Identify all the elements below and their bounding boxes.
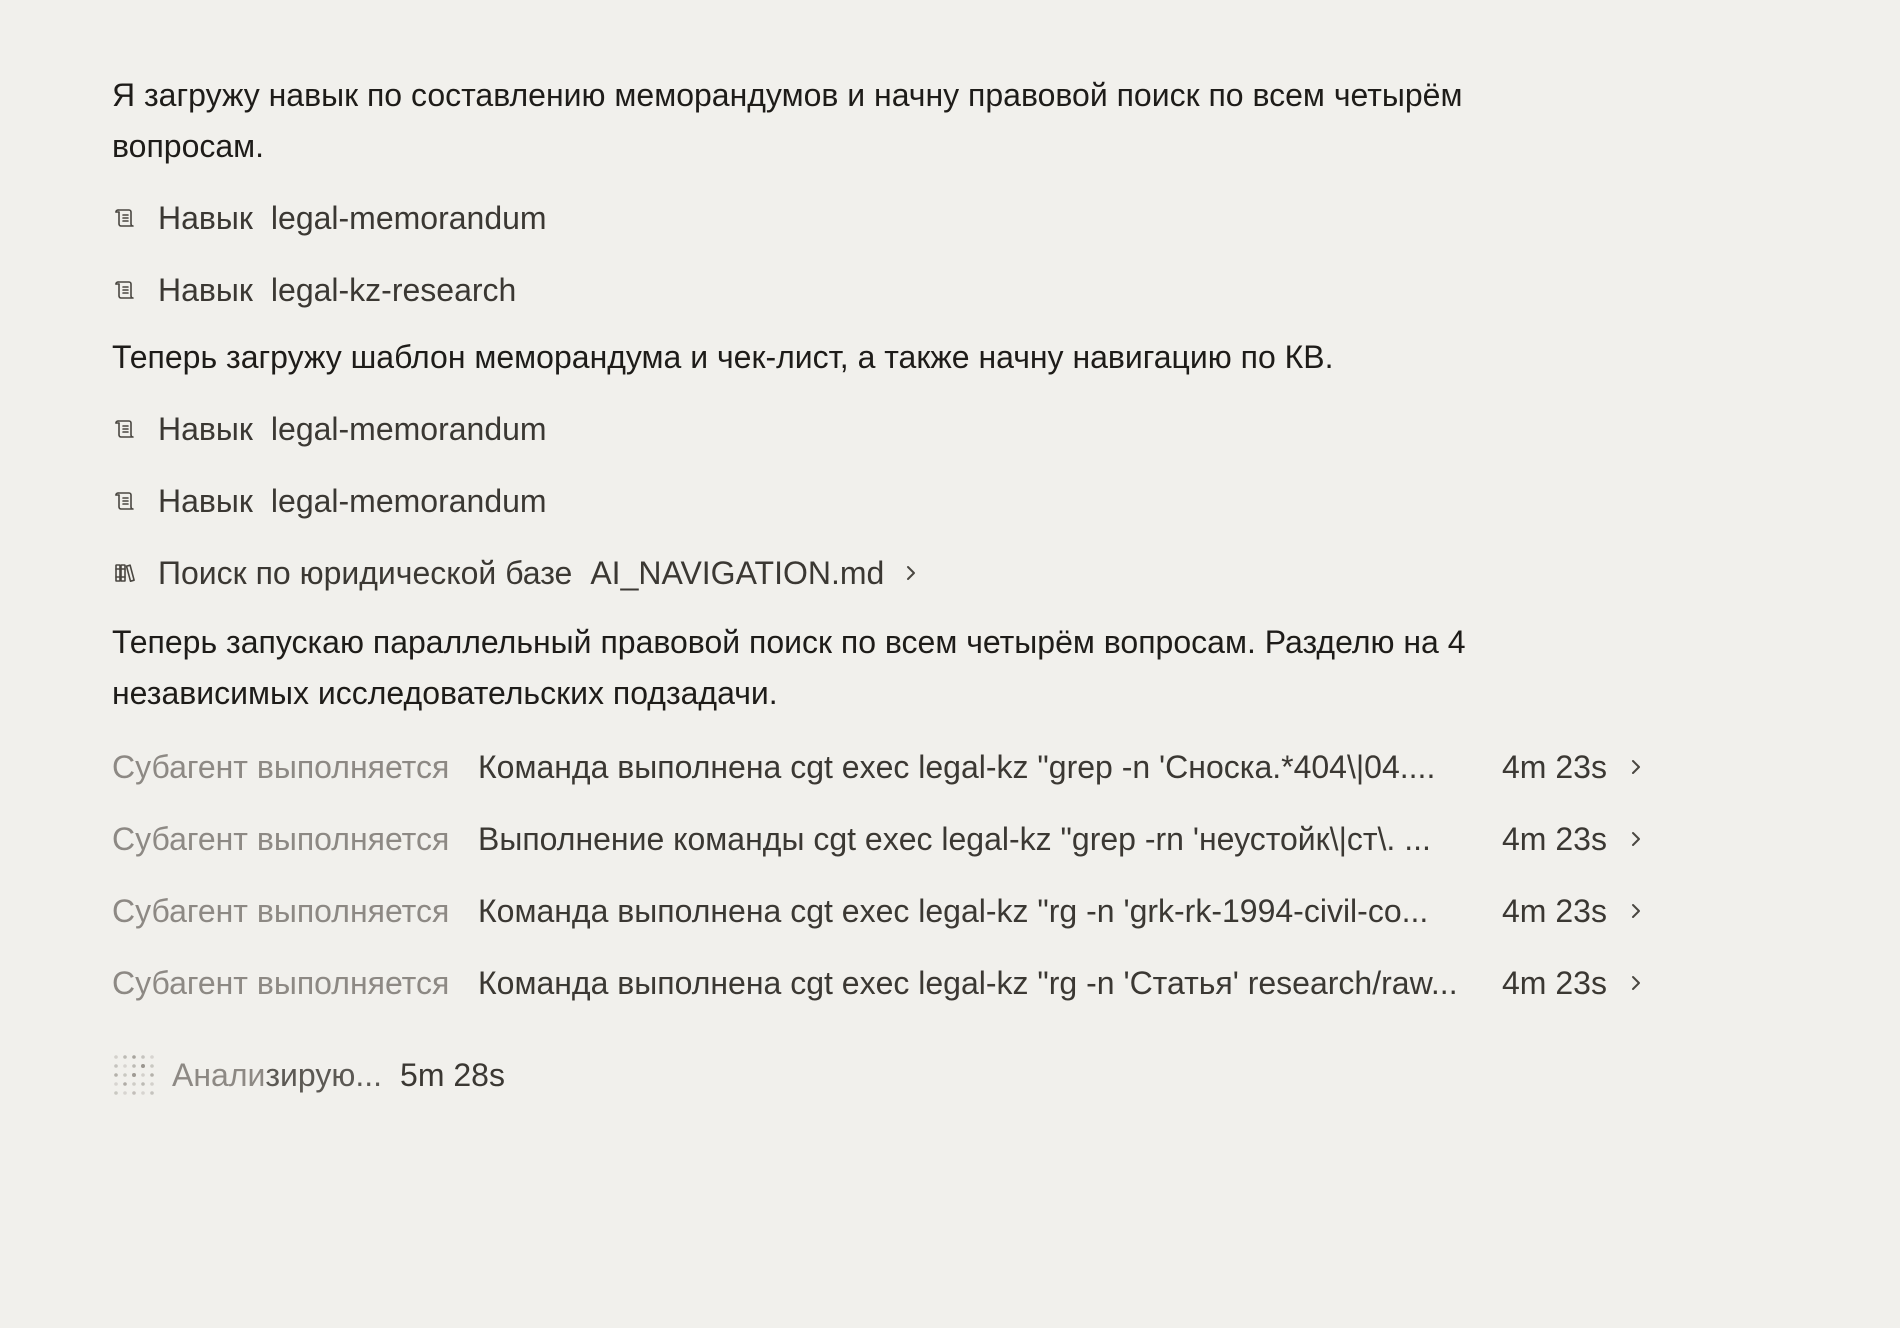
scroll-icon [112,277,138,303]
subagent-status: Субагент выполняется [112,820,450,857]
tool-kind-label: Поиск по юридической базе [158,554,573,591]
books-icon [112,560,138,586]
chevron-right-icon[interactable] [1627,829,1645,849]
chevron-right-icon[interactable] [902,563,920,583]
tool-argument: legal-memorandum [270,410,547,447]
subagent-command: Команда выполнена cgt exec legal-kz "rg -n 'Статья' research/raw... [478,964,1458,1001]
assistant-message: Теперь загружу шаблон меморандума и чек-лист, а также начну навигацию по КВ. [112,339,1334,375]
scroll-icon [112,416,138,442]
tool-argument: legal-kz-research [270,271,517,308]
subagent-elapsed: 4m 23s [1502,964,1607,1001]
tool-call-skill-legal-memorandum[interactable] [112,465,1672,537]
chevron-right-icon[interactable] [1627,901,1645,921]
subagent-command: Выполнение команды cgt exec legal-kz "grep -rn 'неустойк\|ст\. ... [478,820,1431,857]
tool-kind-label: Навык [158,271,253,308]
subagent-command: Команда выполнена cgt exec legal-kz "rg -n 'grk-rk-1994-civil-co... [478,892,1429,929]
subagent-elapsed: 4m 23s [1502,820,1607,857]
assistant-message: Я загружу навык по составлению меморандумов и начну правовой поиск по всем четырём вопросам. [112,77,1463,164]
tool-argument: legal-memorandum [270,482,547,519]
subagent-elapsed: 4m 23s [1502,748,1607,785]
chevron-right-icon[interactable] [1627,757,1645,777]
subagent-elapsed: 4m 23s [1502,892,1607,929]
subagent-command: Команда выполнена cgt exec legal-kz "grep -n 'Сноска.*404\|04.... [478,748,1436,785]
tool-argument: AI_NAVIGATION.md [590,554,885,591]
tool-kind-label: Навык [158,199,253,236]
tool-argument: legal-memorandum [270,199,547,236]
tool-kind-label: Навык [158,482,253,519]
thinking-indicator [112,1045,1672,1105]
subagent-row[interactable] [112,803,1672,875]
subagent-status: Субагент выполняется [112,892,450,929]
spinner-dots-icon [112,1053,156,1097]
scroll-icon [112,488,138,514]
tool-kind-label: Навык [158,410,253,447]
assistant-message: Теперь запускаю параллельный правовой поиск по всем четырём вопросам. Разделю на 4 независимых исследовательских подзадачи. [112,624,1466,711]
chevron-right-icon[interactable] [1627,973,1645,993]
subagent-row[interactable] [112,875,1672,947]
tool-call-skill-legal-kz-research[interactable] [112,254,1672,326]
subagent-status: Субагент выполняется [112,748,450,785]
tool-call-legal-base-search[interactable] [112,537,1672,609]
subagent-row[interactable] [112,731,1672,803]
subagent-row[interactable] [112,947,1672,1019]
thinking-label-bright: зирую... [265,1056,383,1093]
chat-transcript [112,70,1672,1105]
thinking-elapsed: 5m 28s [400,1056,505,1093]
subagent-status: Субагент выполняется [112,964,450,1001]
thinking-label-dim: Анали [172,1056,266,1093]
tool-call-skill-legal-memorandum[interactable] [112,182,1672,254]
tool-call-skill-legal-memorandum[interactable] [112,393,1672,465]
scroll-icon [112,205,138,231]
